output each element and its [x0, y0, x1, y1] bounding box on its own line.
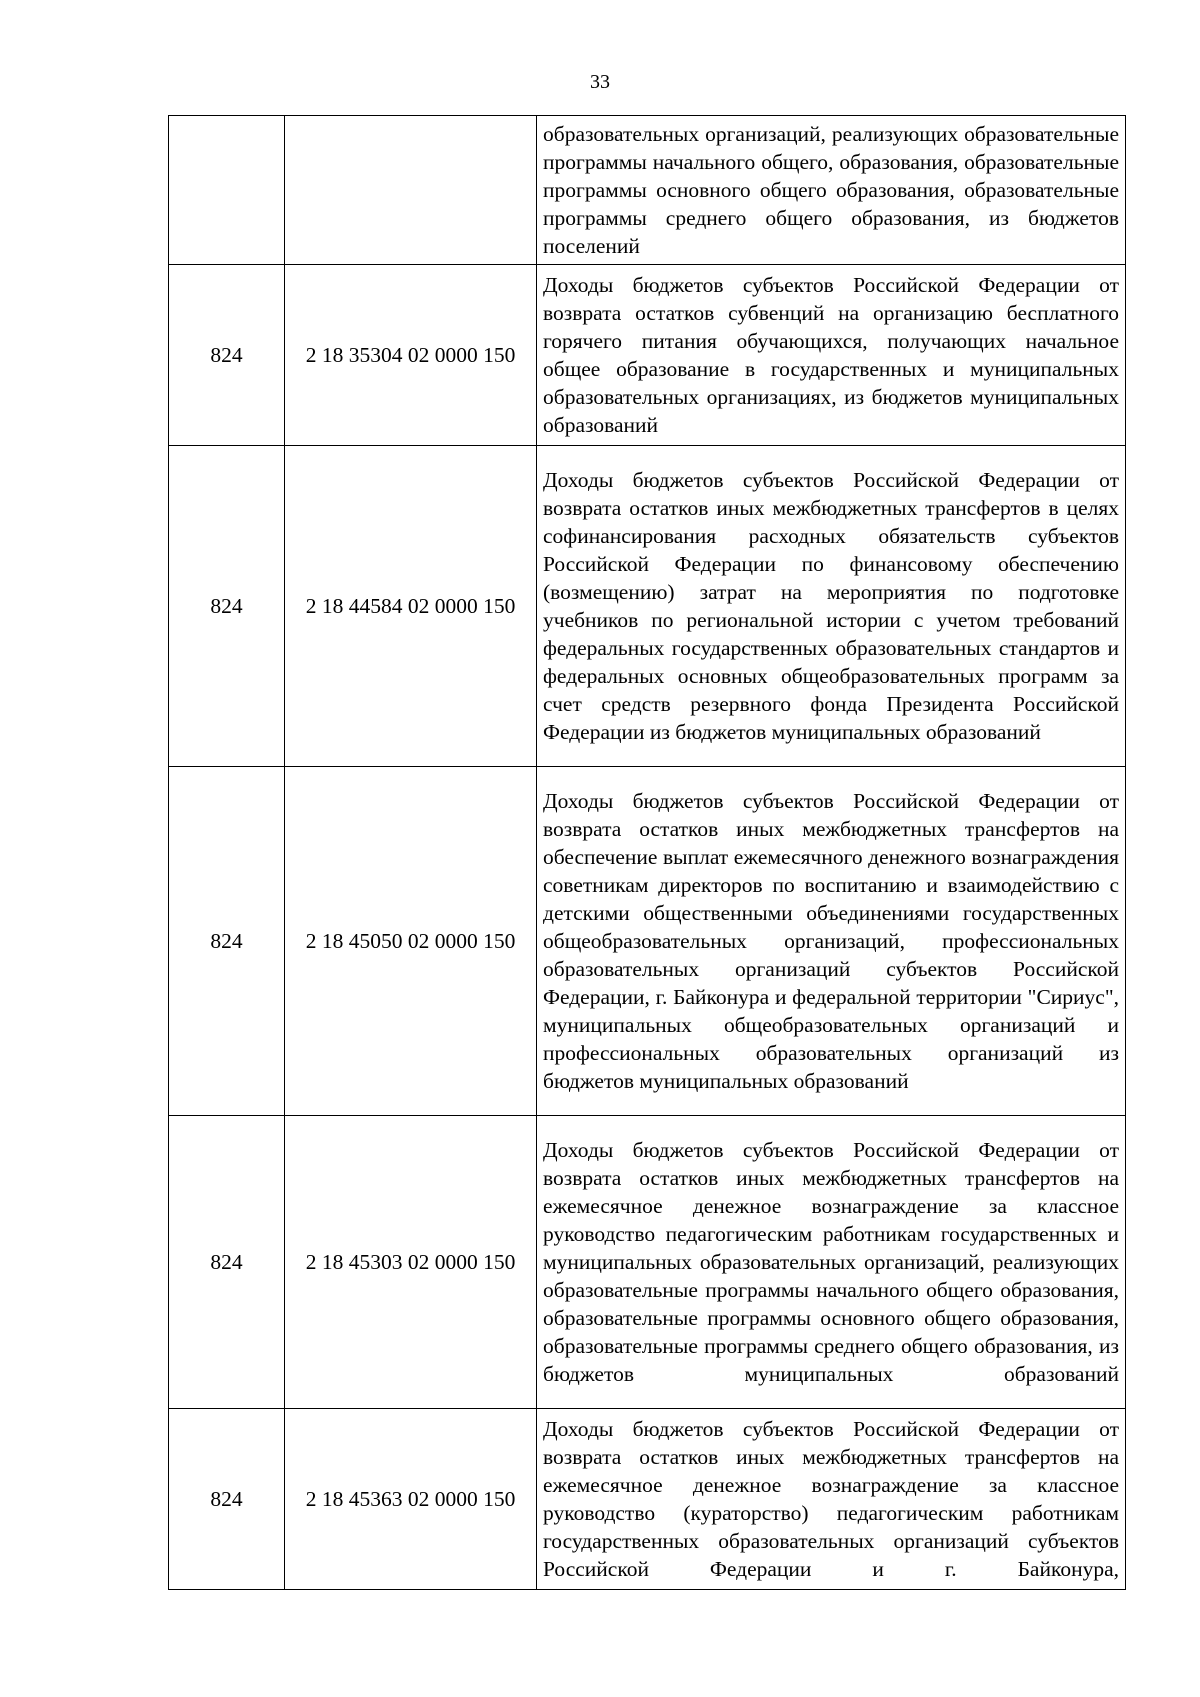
table-row — [169, 265, 1126, 446]
description-cell: Доходы бюджетов субъектов Российской Федерации от возврата остатков субвенций на организацию бесплатного горячего питания обучающихся, получающих начальное общее образование в государственных и муниципальных образовательных организациях, из бюджетов муниципальных образований — [537, 265, 1126, 446]
table-row — [169, 446, 1126, 767]
admin-code-cell: 824 — [169, 265, 285, 446]
page-number: 33 — [590, 71, 610, 93]
kbk-code-cell: 2 18 35304 02 0000 150 — [285, 265, 537, 446]
admin-code-cell: 824 — [169, 446, 285, 767]
kbk-code-cell: 2 18 45303 02 0000 150 — [285, 1116, 537, 1409]
table-row — [169, 767, 1126, 1116]
kbk-code-cell: 2 18 45363 02 0000 150 — [285, 1409, 537, 1590]
kbk-code-cell: 2 18 45050 02 0000 150 — [285, 767, 537, 1116]
admin-code-cell — [169, 116, 285, 265]
budget-classification-table — [168, 115, 1126, 1590]
table-row — [169, 116, 1126, 265]
description-cell: Доходы бюджетов субъектов Российской Федерации от возврата остатков иных межбюджетных трансфертов на обеспечение выплат ежемесячного денежного вознаграждения советникам директоров по воспитанию и взаимодействию с детскими общественными объединениями государственных общеобразовательных организаций, профессиональных образовательных организаций субъектов Российской Федерации, г. Байконура и федеральной территории "Сириус", муниципальных общеобразовательных организаций и профессиональных образовательных организаций из бюджетов муниципальных образований — [537, 767, 1126, 1116]
table-row — [169, 1409, 1126, 1590]
description-cell: Доходы бюджетов субъектов Российской Федерации от возврата остатков иных межбюджетных трансфертов на ежемесячное денежное вознаграждение за классное руководство (кураторство) педагогическим работникам государственных образовательных организаций субъектов Российской Федерации и г. Байконура, — [537, 1409, 1126, 1590]
admin-code-cell: 824 — [169, 1116, 285, 1409]
description-cell: образовательных организаций, реализующих образовательные программы начального общего, образования, образовательные программы основного общего образования, образовательные программы среднего общего образования, из бюджетов поселений — [537, 116, 1126, 265]
kbk-code-cell: 2 18 44584 02 0000 150 — [285, 446, 537, 767]
kbk-code-cell — [285, 116, 537, 265]
description-cell: Доходы бюджетов субъектов Российской Федерации от возврата остатков иных межбюджетных трансфертов на ежемесячное денежное вознаграждение за классное руководство педагогическим работникам государственных и муниципальных образовательных организаций, реализующих образовательные программы начального общего образования, образовательные программы основного общего образования, образовательные программы среднего общего образования, из бюджетов муниципальных образований — [537, 1116, 1126, 1409]
admin-code-cell: 824 — [169, 1409, 285, 1590]
admin-code-cell: 824 — [169, 767, 285, 1116]
table-row — [169, 1116, 1126, 1409]
description-cell: Доходы бюджетов субъектов Российской Федерации от возврата остатков иных межбюджетных трансфертов в целях софинансирования расходных обязательств субъектов Российской Федерации по финансовому обеспечению (возмещению) затрат на мероприятия по подготовке учебников по региональной истории с учетом требований федеральных государственных образовательных стандартов и федеральных основных общеобразовательных программ за счет средств резервного фонда Президента Российской Федерации из бюджетов муниципальных образований — [537, 446, 1126, 767]
